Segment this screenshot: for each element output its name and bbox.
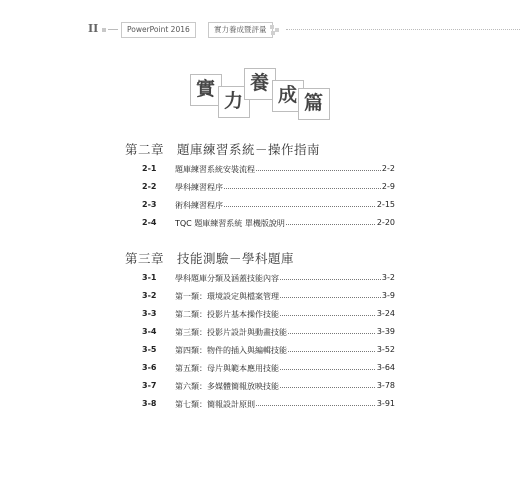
toc-entry[interactable] xyxy=(125,363,395,377)
logo-char: 成 xyxy=(278,84,298,106)
toc-entry-title: TQC 題庫練習系統 單機版說明 xyxy=(175,219,285,228)
toc-entry-page: 3-64 xyxy=(376,363,395,372)
toc-entry-number: 3-4 xyxy=(142,327,157,336)
logo-char: 養 xyxy=(250,72,270,94)
toc-entry-number: 2-1 xyxy=(142,164,157,173)
toc-entry-page: 2-2 xyxy=(381,164,395,173)
header-product-label: PowerPoint 2016 xyxy=(121,22,196,38)
section-title-logo xyxy=(188,66,338,128)
toc-entry-number: 3-5 xyxy=(142,345,157,354)
toc-entry-number: 3-7 xyxy=(142,381,157,390)
toc-entry-number: 3-3 xyxy=(142,309,157,318)
toc-entry[interactable] xyxy=(125,291,395,305)
toc-entry[interactable] xyxy=(125,309,395,323)
toc-entry-page: 2-15 xyxy=(376,200,395,209)
toc-entry-number: 3-8 xyxy=(142,399,157,408)
toc-entry-page: 3-9 xyxy=(381,291,395,300)
toc-entry-page: 2-9 xyxy=(381,182,395,191)
toc-entry-title: 術科練習程序 xyxy=(175,201,223,210)
chapter-heading: 第三章 技能測驗－學科題庫 xyxy=(125,251,295,266)
toc-entry-page: 3-91 xyxy=(376,399,395,408)
header-dotted-rule xyxy=(286,29,520,30)
toc-entry-page: 3-39 xyxy=(376,327,395,336)
toc-entry[interactable] xyxy=(125,327,395,341)
toc-entry-title: 學科題庫分類及涵蓋技能內容 xyxy=(175,274,279,283)
header-rule xyxy=(108,29,118,30)
header-bullet xyxy=(102,28,106,32)
toc-entry-title: 第四類：物件的插入與編輯技能 xyxy=(175,346,287,355)
toc-entry[interactable] xyxy=(125,182,395,196)
toc-entry-title: 第六類：多媒體簡報放映技能 xyxy=(175,382,279,391)
toc-entry-number: 2-3 xyxy=(142,200,157,209)
toc-entry[interactable] xyxy=(125,345,395,359)
toc-entry[interactable] xyxy=(125,399,395,413)
toc-entry-page: 3-2 xyxy=(381,273,395,282)
toc-entry-number: 2-2 xyxy=(142,182,157,191)
toc-entry[interactable] xyxy=(125,200,395,214)
running-header xyxy=(88,22,488,38)
toc-entry-page: 2-20 xyxy=(376,218,395,227)
chapter-heading: 第二章 題庫練習系統－操作指南 xyxy=(125,142,321,157)
toc-entry-title: 題庫練習系統安裝流程 xyxy=(175,165,255,174)
header-ornament xyxy=(270,25,280,35)
toc-entry[interactable] xyxy=(125,218,395,232)
header-section-label: 實力養成暨評量 xyxy=(208,22,273,38)
toc-entry[interactable] xyxy=(125,273,395,287)
logo-char: 實 xyxy=(196,78,216,100)
toc-entry-number: 2-4 xyxy=(142,218,157,227)
toc-entry-number: 3-1 xyxy=(142,273,157,282)
page-number: II xyxy=(88,22,99,35)
logo-char: 力 xyxy=(224,90,244,112)
toc-entry-page: 3-24 xyxy=(376,309,395,318)
toc-entry-title: 第二類：投影片基本操作技能 xyxy=(175,310,279,319)
toc-entry[interactable] xyxy=(125,164,395,178)
toc-entry-title: 第三類：投影片設計與動畫技能 xyxy=(175,328,287,337)
toc-entry-title: 學科練習程序 xyxy=(175,183,223,192)
toc-entry-title: 第五類：母片與範本應用技能 xyxy=(175,364,279,373)
toc-entry-number: 3-2 xyxy=(142,291,157,300)
toc-entry[interactable] xyxy=(125,381,395,395)
toc-entry-title: 第一類：環境設定與檔案管理 xyxy=(175,292,279,301)
toc-entry-number: 3-6 xyxy=(142,363,157,372)
logo-char: 篇 xyxy=(304,92,324,114)
toc-entry-page: 3-52 xyxy=(376,345,395,354)
toc-entry-page: 3-78 xyxy=(376,381,395,390)
toc-entry-title: 第七類：簡報設計原則 xyxy=(175,400,255,409)
